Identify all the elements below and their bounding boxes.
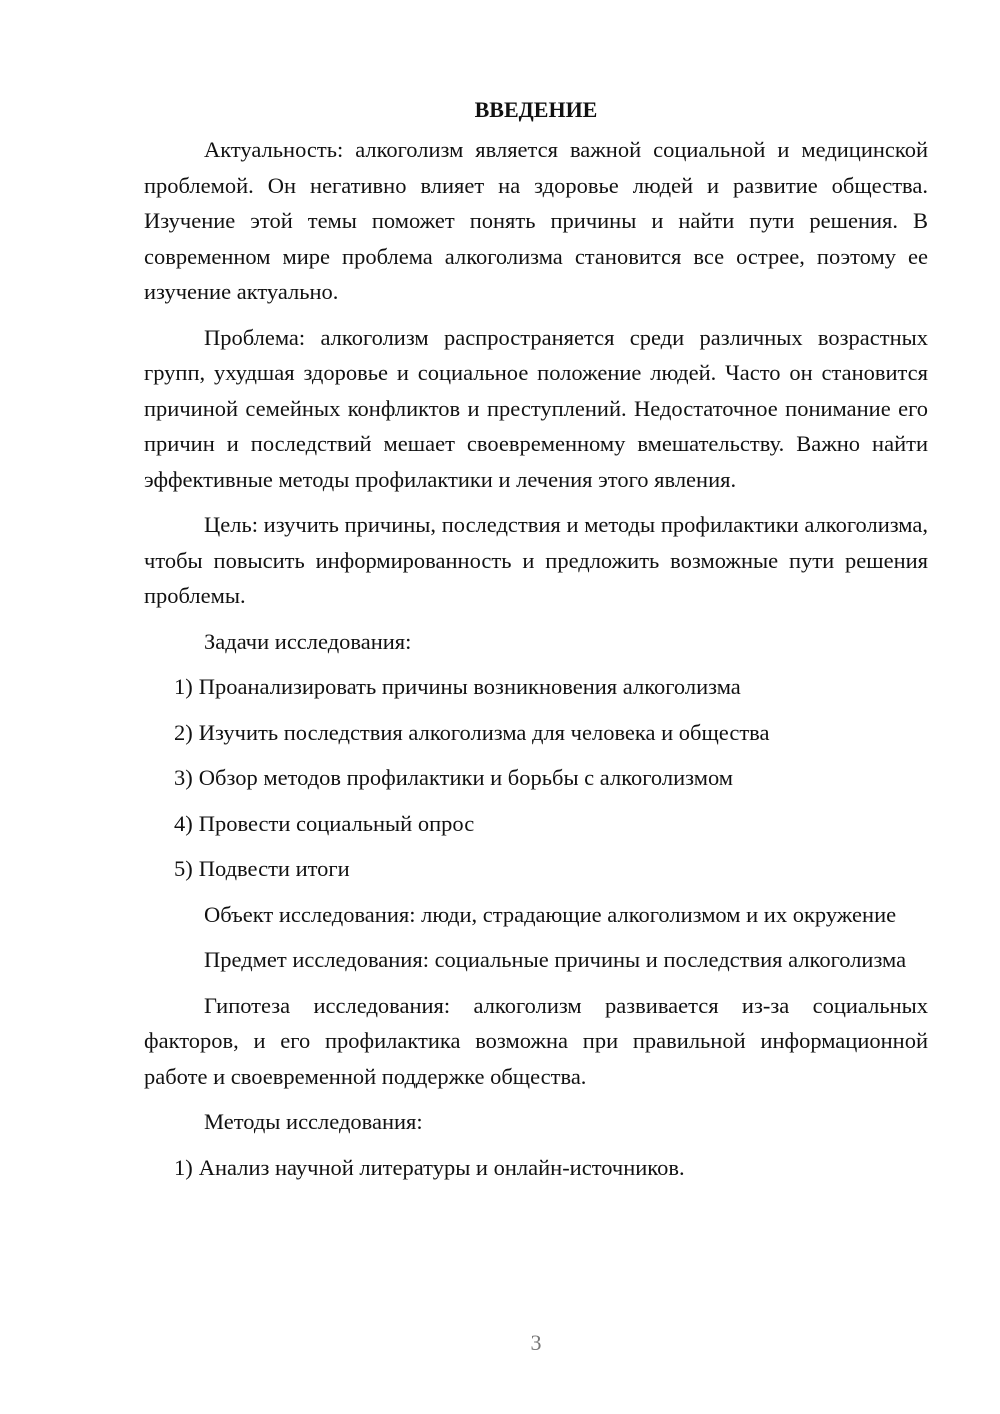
methods-heading: Методы исследования:	[204, 1109, 423, 1134]
goal-paragraph: Цель: изучить причины, последствия и методы профилактики алкоголизма, чтобы повысить информированность и предложить возможные пути решения проблемы.	[144, 512, 928, 608]
task-list-item	[144, 851, 928, 887]
task-number: 4)	[174, 810, 193, 836]
task-text: Подвести итоги	[198, 856, 350, 881]
page-title: ВВЕДЕНИЕ	[474, 97, 598, 122]
task-text: Проанализировать причины возникновения алкоголизма	[198, 674, 741, 699]
subject-paragraph: Предмет исследования: социальные причины и последствия алкоголизма	[204, 947, 907, 972]
page-number: 3	[530, 1330, 542, 1355]
task-text: Обзор методов профилактики и борьбы с алкоголизмом	[198, 765, 734, 790]
document-page	[144, 92, 928, 1195]
method-text: Анализ научной литературы и онлайн-источников.	[198, 1154, 685, 1180]
method-list-item	[144, 1150, 928, 1186]
tasks-heading: Задачи исследования:	[204, 628, 412, 654]
task-list-item	[144, 806, 928, 842]
hypothesis-paragraph: Гипотеза исследования: алкоголизм развивается из-за социальных факторов, и его профилактика возможна при правильной информационной работе и своевременной поддержке общества.	[144, 992, 928, 1089]
method-number: 1)	[174, 1154, 193, 1180]
task-list-item	[144, 669, 928, 705]
task-number: 3)	[174, 765, 193, 790]
task-text: Изучить последствия алкоголизма для человека и общества	[198, 719, 770, 745]
task-number: 5)	[174, 856, 193, 881]
object-paragraph: Объект исследования: люди, страдающие алкоголизмом и их окружение	[204, 901, 897, 927]
task-list-item	[144, 715, 928, 751]
relevance-paragraph: Актуальность: алкоголизм является важной социальной и медицинской проблемой. Он негативно влияет на здоровье людей и развитие общества. Изучение этой темы поможет понять причины и найти пути решения. В современном мире проблема алкоголизма становится все острее, поэтому ее изучение актуально.	[144, 137, 928, 304]
task-text: Провести социальный опрос	[198, 810, 475, 836]
task-number: 1)	[174, 674, 193, 699]
task-list-item	[144, 760, 928, 796]
problem-paragraph: Проблема: алкоголизм распространяется среди различных возрастных групп, ухудшая здоровье и социальное положение людей. Часто он становится причиной семейных конфликтов и преступлений. Недостаточное понимание его причин и последствий мешает своевременному вмешательству. Важно найти эффективные методы профилактики и лечения этого явления.	[144, 324, 928, 492]
task-number: 2)	[174, 719, 193, 745]
